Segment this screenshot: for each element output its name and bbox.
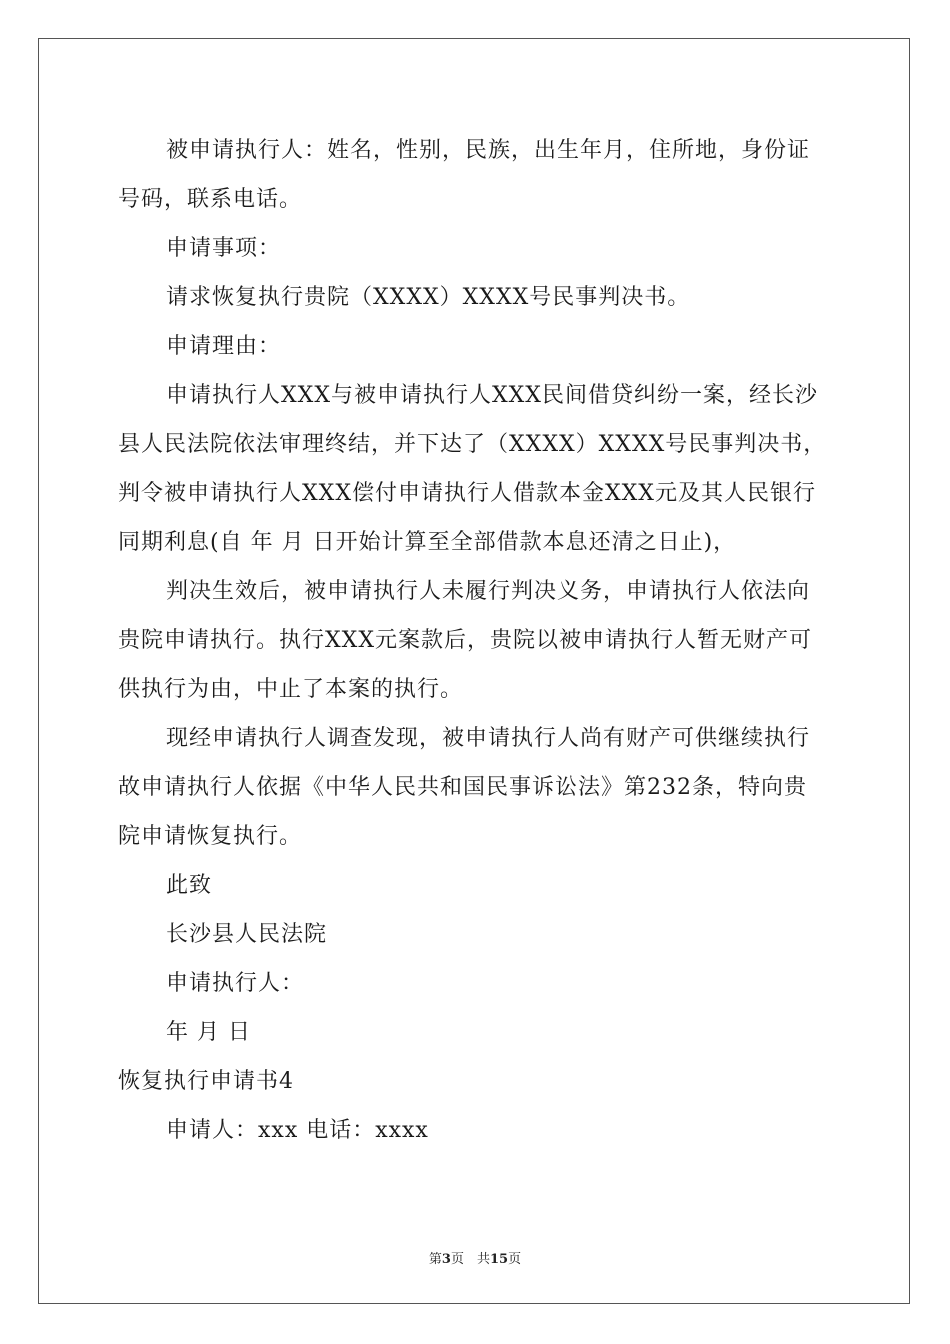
paragraph-line: 申请执行人XXX与被申请执行人XXX民间借贷纠纷一案，经长沙 xyxy=(166,383,818,408)
paragraph-line: 判令被申请执行人XXX偿付申请执行人借款本金XXX元及其人民银行 xyxy=(118,481,816,506)
date-line: 年 月 日 xyxy=(166,1020,251,1045)
paragraph-line: 现经申请执行人调查发现，被申请执行人尚有财产可供继续执行 xyxy=(166,726,811,751)
paragraph-line: 县人民法院依法审理终结，并下达了（XXXX）XXXX号民事判决书， xyxy=(118,432,827,457)
page-total: 15 xyxy=(489,1252,509,1267)
paragraph-line: 院申请恢复执行。 xyxy=(118,824,303,849)
section-heading: 申请理由： xyxy=(166,334,282,359)
paragraph-line: 同期利息(自 年 月 日开始计算至全部借款本息还清之日止)， xyxy=(118,530,737,555)
paragraph-line: 贵院申请执行。执行XXX元案款后，贵院以被申请执行人暂无财产可 xyxy=(118,628,812,653)
applicant-signature-label: 申请执行人： xyxy=(166,971,305,996)
page-current: 3 xyxy=(441,1252,451,1267)
paragraph-line: 号码，联系电话。 xyxy=(118,187,303,212)
page-prefix: 第 xyxy=(428,1252,442,1267)
page-suffix: 页 xyxy=(508,1252,522,1267)
paragraph-line: 故申请执行人依据《中华人民共和国民事诉讼法》第232条，特向贵 xyxy=(118,775,807,800)
paragraph-line: 请求恢复执行贵院（XXXX）XXXX号民事判决书。 xyxy=(166,285,691,310)
applicant-contact-line: 申请人：xxx 电话：xxxx xyxy=(166,1118,429,1143)
recipient-court: 长沙县人民法院 xyxy=(166,922,328,947)
salutation: 此致 xyxy=(166,873,213,898)
document-body xyxy=(118,126,836,1155)
page-footer xyxy=(0,1248,950,1267)
paragraph-line: 供执行为由，中止了本案的执行。 xyxy=(118,677,464,702)
paragraph-line: 被申请执行人：姓名，性别，民族，出生年月，住所地，身份证 xyxy=(166,138,811,163)
document-title: 恢复执行申请书4 xyxy=(118,1069,294,1094)
section-heading: 申请事项： xyxy=(166,236,282,261)
paragraph-line: 判决生效后，被申请执行人未履行判决义务，申请执行人依法向 xyxy=(166,579,811,604)
page-mid: 页 共 xyxy=(450,1252,490,1267)
